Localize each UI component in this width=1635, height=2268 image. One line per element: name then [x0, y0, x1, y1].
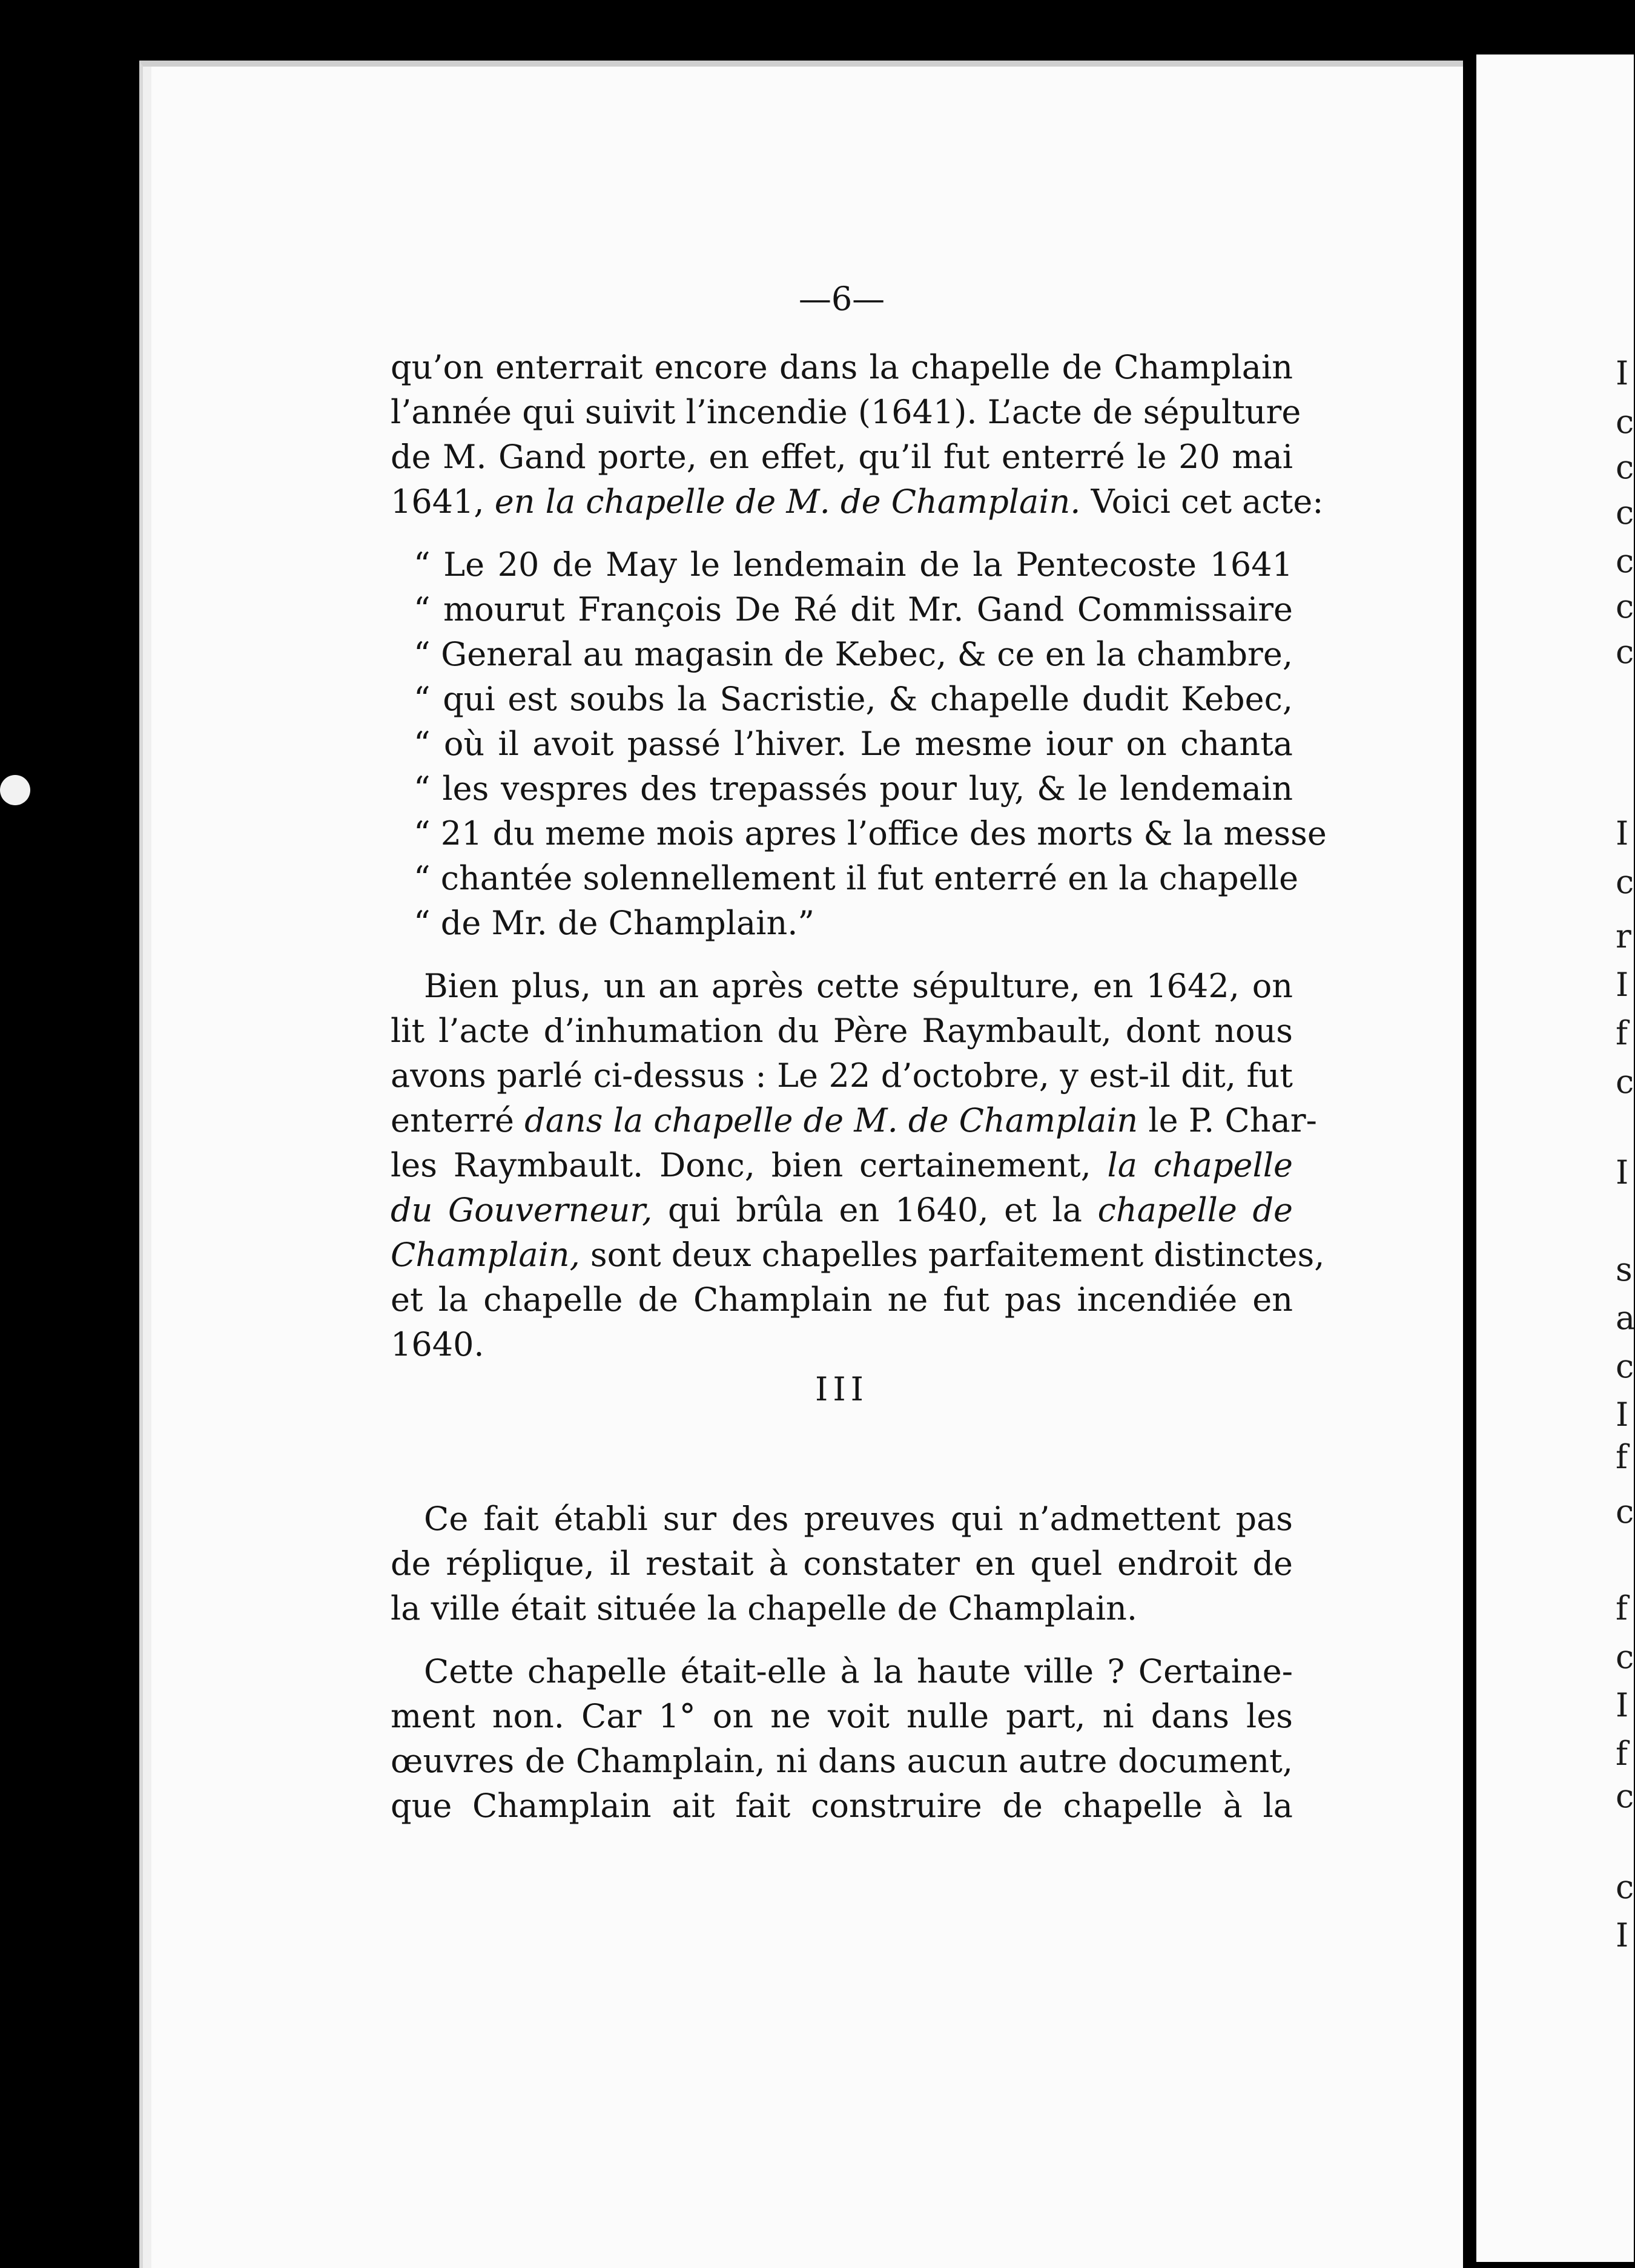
adjacent-page-fragment: c [1616, 1063, 1634, 1101]
text-line: la ville était située la chapelle de Champlain. [391, 1589, 1138, 1627]
italic-segment: en la chapelle de M. de Champlain. [494, 483, 1081, 521]
text-line: de réplique, il restait à constater en quel endroit de [391, 1544, 1293, 1583]
text-segment: le P. Char- [1138, 1101, 1317, 1139]
text-segment: qui brûla en 1640, et la [652, 1191, 1098, 1229]
italic-segment: du Gouverneur, [391, 1191, 653, 1229]
adjacent-page-fragment: f [1616, 1735, 1628, 1773]
quote-line: “ General au magasin de Kebec, & ce en la chambre, [414, 635, 1293, 673]
adjacent-page-fragment: s [1616, 1250, 1633, 1288]
text-line [391, 480, 1324, 524]
text-segment: Voici cet acte: [1080, 483, 1324, 521]
adjacent-page-fragment: c [1616, 448, 1634, 486]
adjacent-page-fragment: c [1616, 1347, 1634, 1385]
text-line [391, 1188, 1293, 1233]
body-text [391, 345, 1327, 1828]
text-line: 1640. [391, 1325, 484, 1363]
adjacent-page-fragment: c [1616, 863, 1634, 901]
adjacent-page-fragment: a [1616, 1299, 1635, 1337]
adjacent-page-fragment: r [1616, 917, 1631, 955]
quote-line: “ 21 du meme mois apres l’office des morts & la messe [414, 814, 1327, 852]
adjacent-page-edge [1476, 54, 1634, 2262]
adjacent-page-fragment: I [1616, 1396, 1629, 1434]
adjacent-page-fragment: c [1616, 1777, 1634, 1815]
text-line: Ce fait établi sur des preuves qui n’admettent pas [424, 1500, 1293, 1538]
adjacent-page-fragment: c [1616, 403, 1634, 441]
text-segment: enterré [391, 1101, 525, 1139]
text-line: œuvres de Champlain, ni dans aucun autre document, [391, 1742, 1293, 1780]
quote-line: “ qui est soubs la Sacristie, & chapelle dudit Kebec, [414, 680, 1293, 718]
text-line: de M. Gand porte, en effet, qu’il fut enterré le 20 mai [391, 438, 1293, 476]
adjacent-page-fragment: f [1616, 1589, 1628, 1627]
quote-line: “ où il avoit passé l’hiver. Le mesme iour on chanta [414, 725, 1293, 763]
adjacent-page-fragment: c [1616, 1868, 1634, 1906]
adjacent-page-fragment: I [1616, 354, 1629, 392]
page-number: —6— [798, 280, 885, 318]
adjacent-page-fragment: c [1616, 633, 1634, 671]
text-line: et la chapelle de Champlain ne fut pas incendiée en [391, 1281, 1293, 1319]
text-line [391, 1098, 1317, 1143]
text-line: Bien plus, un an après cette sépulture, en 1642, on [424, 967, 1293, 1005]
adjacent-page-fragment: c [1616, 1492, 1634, 1531]
adjacent-page-fragment: f [1616, 1438, 1628, 1476]
text-line [391, 1143, 1293, 1188]
adjacent-page-fragment: I [1616, 1916, 1629, 1954]
italic-segment: dans la chapelle de M. de Champlain [524, 1101, 1138, 1139]
adjacent-page-fragment: c [1616, 493, 1634, 532]
text-line: l’année qui suivit l’incendie (1641). L’acte de sépulture [391, 393, 1301, 431]
adjacent-page-fragment: c [1616, 1638, 1634, 1676]
text-line [391, 1233, 1325, 1277]
section-heading: III [815, 1370, 868, 1408]
adjacent-page-fragment: I [1616, 1153, 1629, 1192]
quote-line: “ Le 20 de May le lendemain de la Pentecoste 1641 [414, 546, 1293, 584]
adjacent-page-fragment: I [1616, 966, 1629, 1004]
text-line: lit l’acte d’inhumation du Père Raymbault, dont nous [391, 1012, 1293, 1050]
adjacent-page-fragment: f [1616, 1014, 1628, 1052]
adjacent-page-fragment: c [1616, 587, 1634, 625]
text-segment: 1641, [391, 483, 495, 521]
text-line: qu’on enterrait encore dans la chapelle de Champlain [391, 348, 1293, 386]
edge-speck [0, 775, 30, 805]
text-line: ment non. Car 1° on ne voit nulle part, ni dans les [391, 1697, 1293, 1735]
text-line: que Champlain ait fait construire de chapelle à la [391, 1787, 1293, 1825]
text-segment: sont deux chapelles parfaitement distinctes, [580, 1236, 1325, 1274]
adjacent-page-fragment: c [1616, 542, 1634, 580]
quote-line: “ chantée solennellement il fut enterré en la chapelle [414, 859, 1299, 897]
adjacent-page-fragment: I [1616, 814, 1629, 852]
quote-line: “ de Mr. de Champlain.” [414, 904, 815, 942]
quote-line: “ les vespres des trepassés pour luy, & le lendemain [414, 770, 1293, 808]
text-line: Cette chapelle était-elle à la haute ville ? Certaine- [424, 1652, 1293, 1690]
quote-line: “ mourut François De Ré dit Mr. Gand Commissaire [414, 590, 1293, 628]
text-segment: les Raymbault. Donc, bien certainement, [391, 1146, 1108, 1184]
text-line: avons parlé ci-dessus : Le 22 d’octobre, y est-il dit, fut [391, 1057, 1293, 1095]
italic-segment: Champlain, [391, 1236, 580, 1274]
italic-segment: la chapelle [1107, 1146, 1293, 1184]
adjacent-page-fragment: I [1616, 1686, 1629, 1724]
italic-segment: chapelle de [1097, 1191, 1293, 1229]
